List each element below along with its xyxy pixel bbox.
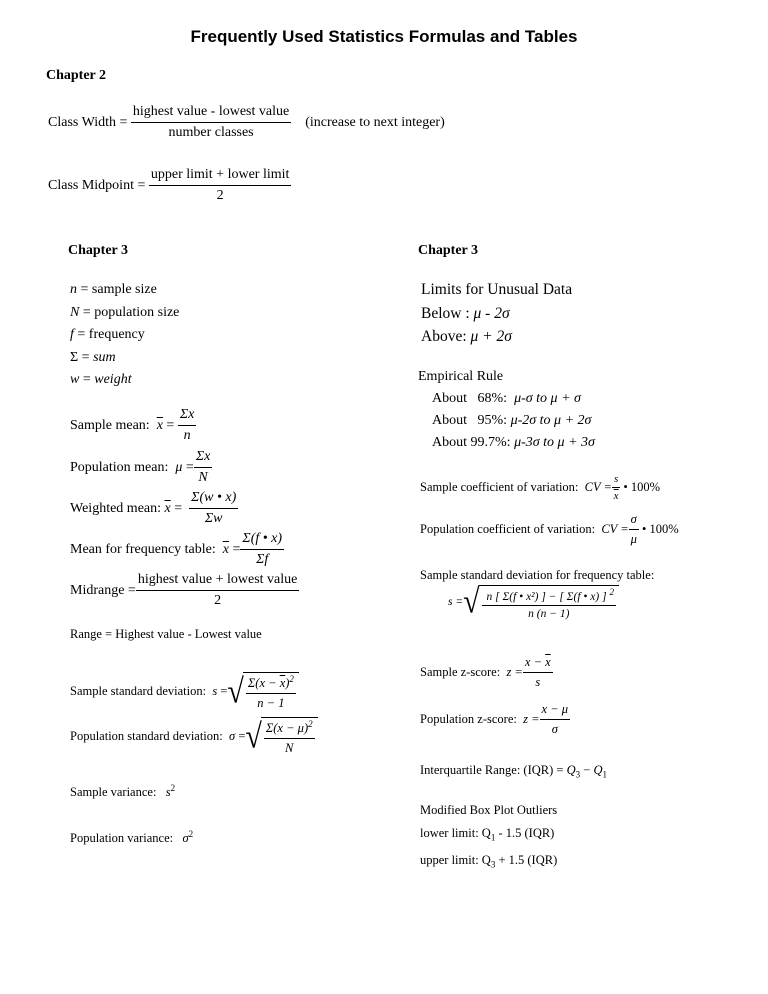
definitions-list (70, 279, 179, 392)
freq-sd-formula: s = √ $\frac{n [ \Sigma(f • x^2) ] - [ \Sigma(f • x) ] ^2}{n (n - 1)}$ (448, 585, 619, 620)
population-variance: Population variance: $\sigma^2$ (70, 829, 194, 846)
sqrt-symbol: √ $\frac{\Sigma(x - \overline{x})^2}{n - 1}$ (227, 672, 299, 711)
page-title: Frequently Used Statistics Formulas and Tables (190, 27, 578, 46)
empirical-rule-heading: Empirical Rule (418, 369, 504, 384)
population-zscore-fraction: $\frac{x - \mu}{\sigma}$ (541, 702, 569, 736)
definition-f: f = frequency (70, 327, 145, 342)
sample-zscore-fraction: $\frac{x - \overline{x}}{s}$ (524, 655, 551, 689)
box-plot-upper-limit: upper limit: $Q_3 + 1.5$ (IQR) (420, 852, 558, 869)
sample-cv-formula: Sample coefficient of variation: CV = $\frac{s}{x}$ • 100% (420, 473, 661, 502)
definition-weight: w = weight (70, 372, 132, 387)
unusual-data-block (421, 278, 572, 349)
box-plot-heading: Modified Box Plot Outliers (420, 803, 558, 817)
population-cv-fraction: $\frac{\sigma}{\mu}$ (630, 512, 637, 546)
sample-mean-fraction: $\frac{\Sigma x}{n}$ (179, 407, 195, 443)
sample-cv-fraction: $\frac{s}{x}$ (613, 473, 619, 502)
class-width-note: (increase to next integer) (305, 114, 445, 130)
population-mean-formula: Population mean: μ = $\frac{\Sigma x}{N}$ (70, 449, 211, 485)
empirical-rule-block (418, 366, 595, 454)
empirical-row-95: About 95%: μ-2σ to μ + 2σ (432, 413, 592, 428)
unusual-below: Below : μ - 2σ (421, 304, 510, 322)
iqr-formula: Interquartile Range: $(IQR) = Q_3 - Q_1$ (420, 763, 607, 780)
midrange-fraction: $\frac{\text{highest value + lowest value}}{2}$ (137, 572, 298, 608)
box-plot-outliers-block (420, 799, 557, 876)
definition-sum: Σ = sum (70, 349, 116, 365)
population-zscore-formula: Population z-score: z = $\frac{x - \mu}{\sigma}$ (420, 702, 569, 736)
frequency-mean-fraction: $\frac{\Sigma(f • x)}{\Sigma f}$ (242, 531, 283, 567)
class-width-fraction: $\frac{\text{highest value - lowest value}}{\text{number classes}}$ (132, 104, 290, 140)
definition-n: n = sample size (70, 282, 157, 297)
weighted-mean-formula: Weighted mean: $\overline{x}$ = $\frac{\Sigma(w • x)}{\Sigma w}$ (70, 490, 237, 526)
population-mean-fraction: $\frac{\Sigma x}{N}$ (195, 449, 211, 485)
population-sd-formula: Population standard deviation: σ = √ $\frac{\Sigma(x - \mu)^2}{N}$ (70, 717, 318, 756)
unusual-above: Above: μ + 2σ (421, 328, 512, 345)
empirical-row-68: About 68%: μ-σ to μ + σ (432, 391, 581, 406)
class-width-formula (48, 104, 445, 141)
population-cv-formula: Population coefficient of variation: CV = $\frac{\sigma}{\mu}$ • 100% (420, 512, 679, 546)
chapter-3-left-heading: Chapter 3 (68, 243, 129, 258)
sample-variance: Sample variance: $s^2$ (70, 783, 176, 800)
box-plot-lower-limit: lower limit: $Q_1 - 1.5$ (IQR) (420, 825, 555, 842)
sqrt-symbol: √ $\frac{\Sigma(x - \mu)^2}{N}$ (245, 717, 317, 756)
range-formula: Range = Highest value - Lowest value (70, 627, 262, 641)
sample-mean-formula: Sample mean: $\overline{x}$ = $\frac{\Sigma x}{n}$ (70, 407, 195, 443)
class-midpoint-fraction: $\frac{\text{upper limit + lower limit}}{2}$ (150, 167, 290, 203)
chapter-3-right-heading: Chapter 3 (418, 243, 479, 258)
class-midpoint-label: Class Midpoint = (48, 177, 146, 193)
sample-zscore-formula: Sample z-score: z = $\frac{x - \overline{x}}{s}$ (420, 655, 551, 689)
empirical-row-997: About 99.7%: μ-3σ to μ + 3σ (432, 435, 595, 450)
weighted-mean-fraction: $\frac{\Sigma(w • x)}{\Sigma w}$ (191, 490, 237, 526)
definition-N: N = population size (70, 304, 180, 320)
class-width-label: Class Width = (48, 114, 128, 130)
midrange-formula: Midrange = $\frac{\text{highest value + lowest value}}{2}$ (70, 572, 298, 608)
sample-sd-formula: Sample standard deviation: s = √ $\frac{\Sigma(x - \overline{x})^2}{n - 1}$ (70, 672, 299, 711)
freq-sd-label: Sample standard deviation for frequency table: (420, 568, 655, 582)
frequency-mean-formula: Mean for frequency table: $\overline{x}$ = $\frac{\Sigma(f • x)}{\Sigma f}$ (70, 531, 283, 567)
unusual-data-heading: Limits for Unusual Data (421, 281, 573, 298)
chapter-2-heading: Chapter 2 (46, 68, 107, 83)
class-midpoint-formula (48, 167, 291, 204)
sqrt-symbol: √ $\frac{n [ \Sigma(f • x^2) ] - [ \Sigma(f • x) ] ^2}{n (n - 1)}$ (463, 585, 619, 620)
